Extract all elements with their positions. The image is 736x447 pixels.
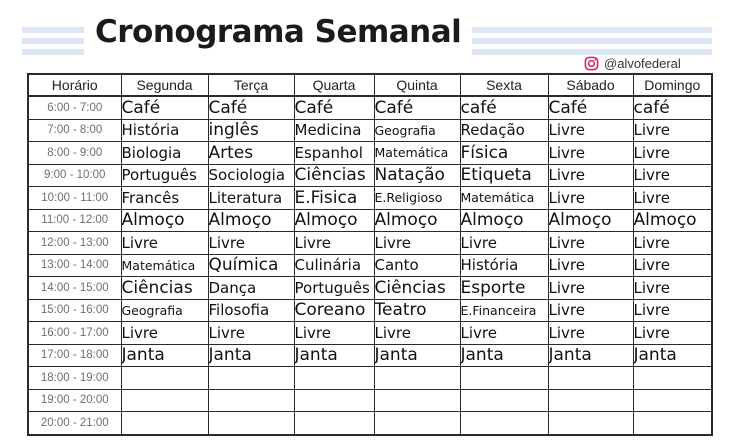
schedule-cell: Janta xyxy=(208,344,294,367)
schedule-cell: Almoço xyxy=(294,209,374,232)
schedule-cell: Ciências xyxy=(294,164,374,187)
header-row xyxy=(28,74,712,96)
schedule-cell xyxy=(294,389,374,412)
table-row xyxy=(28,232,712,255)
column-header-domingo: Domingo xyxy=(633,74,712,96)
table-row xyxy=(28,142,712,165)
schedule-cell: Livre xyxy=(294,232,374,255)
column-header-terca: Terça xyxy=(208,74,294,96)
table-row xyxy=(28,322,712,345)
schedule-cell: Livre xyxy=(460,322,548,345)
schedule-cell: Café xyxy=(294,96,374,119)
schedule-cell: E.Religioso xyxy=(374,187,460,210)
schedule-cell: café xyxy=(460,96,548,119)
schedule-cell: Janta xyxy=(548,344,633,367)
schedule-cell xyxy=(633,389,712,412)
schedule-cell xyxy=(460,367,548,390)
column-header-horario: Horário xyxy=(28,74,121,96)
column-header-sabado: Sábado xyxy=(548,74,633,96)
schedule-cell xyxy=(121,367,208,390)
schedule-cell: E.Fisica xyxy=(294,187,374,210)
schedule-cell: Livre xyxy=(208,322,294,345)
schedule-cell: Café xyxy=(121,96,208,119)
schedule-cell: Livre xyxy=(548,164,633,187)
schedule-cell: Culinária xyxy=(294,254,374,277)
schedule-cell: Café xyxy=(374,96,460,119)
schedule-cell: Almoço xyxy=(633,209,712,232)
schedule-cell xyxy=(460,389,548,412)
schedule-cell: Livre xyxy=(548,119,633,142)
schedule-cell: Almoço xyxy=(548,209,633,232)
time-slot: 19:00 - 20:00 xyxy=(28,389,121,412)
schedule-cell: Biologia xyxy=(121,142,208,165)
schedule-cell: Artes xyxy=(208,142,294,165)
schedule-cell xyxy=(460,412,548,435)
schedule-cell xyxy=(294,367,374,390)
schedule-cell: Coreano xyxy=(294,299,374,322)
handle-text: @alvofederal xyxy=(604,55,681,71)
schedule-cell: Livre xyxy=(633,254,712,277)
schedule-cell: Livre xyxy=(294,322,374,345)
schedule-cell: Livre xyxy=(121,232,208,255)
schedule-cell: Livre xyxy=(633,187,712,210)
schedule-cell: Etiqueta xyxy=(460,164,548,187)
column-header-segunda: Segunda xyxy=(121,74,208,96)
schedule-cell xyxy=(121,389,208,412)
schedule-cell: Matemática xyxy=(460,187,548,210)
schedule-cell: Sociologia xyxy=(208,164,294,187)
schedule-cell: Livre xyxy=(548,299,633,322)
schedule-cell xyxy=(548,412,633,435)
schedule-cell: Livre xyxy=(633,142,712,165)
schedule-cell: Química xyxy=(208,254,294,277)
time-slot: 13:00 - 14:00 xyxy=(28,254,121,277)
table-row xyxy=(28,96,712,119)
schedule-cell: Livre xyxy=(633,232,712,255)
schedule-cell: Livre xyxy=(633,164,712,187)
table-row xyxy=(28,254,712,277)
schedule-cell: Filosofia xyxy=(208,299,294,322)
schedule-cell: Livre xyxy=(548,232,633,255)
table-row xyxy=(28,367,712,390)
time-slot: 20:00 - 21:00 xyxy=(28,412,121,435)
instagram-icon xyxy=(584,56,599,71)
time-slot: 14:00 - 15:00 xyxy=(28,277,121,300)
schedule-cell: Livre xyxy=(633,277,712,300)
schedule-cell: Café xyxy=(208,96,294,119)
schedule-cell: Geografia xyxy=(374,119,460,142)
schedule-cell: Almoço xyxy=(374,209,460,232)
table-row xyxy=(28,119,712,142)
schedule-cell: Francês xyxy=(121,187,208,210)
table-row xyxy=(28,344,712,367)
time-slot: 11:00 - 12:00 xyxy=(28,209,121,232)
schedule-cell: Livre xyxy=(208,232,294,255)
table-row xyxy=(28,389,712,412)
schedule-cell xyxy=(208,389,294,412)
schedule-cell xyxy=(294,412,374,435)
schedule-cell: Almoço xyxy=(208,209,294,232)
schedule-cell: Livre xyxy=(633,119,712,142)
schedule-cell: Natação xyxy=(374,164,460,187)
time-slot: 7:00 - 8:00 xyxy=(28,119,121,142)
time-slot: 18:00 - 19:00 xyxy=(28,367,121,390)
column-header-sexta: Sexta xyxy=(460,74,548,96)
schedule-cell: História xyxy=(460,254,548,277)
schedule-cell: Português xyxy=(121,164,208,187)
table-row xyxy=(28,412,712,435)
table-row xyxy=(28,164,712,187)
schedule-cell: Livre xyxy=(548,322,633,345)
schedule-cell: inglês xyxy=(208,119,294,142)
schedule-table xyxy=(27,73,713,436)
schedule-cell: Janta xyxy=(294,344,374,367)
schedule-cell: Livre xyxy=(374,232,460,255)
schedule-cell: Geografia xyxy=(121,299,208,322)
time-slot: 17:00 - 18:00 xyxy=(28,344,121,367)
schedule-cell: Ciências xyxy=(121,277,208,300)
schedule-cell: Almoço xyxy=(460,209,548,232)
time-slot: 6:00 - 7:00 xyxy=(28,96,121,119)
schedule-cell: Física xyxy=(460,142,548,165)
header-decoration-right xyxy=(472,27,712,55)
schedule-cell: Espanhol xyxy=(294,142,374,165)
schedule-cell xyxy=(374,412,460,435)
schedule-cell xyxy=(633,412,712,435)
schedule-cell: Redação xyxy=(460,119,548,142)
schedule-cell: Livre xyxy=(374,322,460,345)
schedule-cell: Medicina xyxy=(294,119,374,142)
schedule-cell: Livre xyxy=(548,142,633,165)
column-header-quarta: Quarta xyxy=(294,74,374,96)
schedule-cell: História xyxy=(121,119,208,142)
time-slot: 15:00 - 16:00 xyxy=(28,299,121,322)
schedule-cell: Livre xyxy=(548,277,633,300)
table-row xyxy=(28,299,712,322)
header-decoration-left xyxy=(22,27,84,55)
schedule-cell: Dança xyxy=(208,277,294,300)
time-slot: 12:00 - 13:00 xyxy=(28,232,121,255)
schedule-cell: Café xyxy=(548,96,633,119)
schedule-cell xyxy=(208,412,294,435)
table-row xyxy=(28,277,712,300)
schedule-cell: Livre xyxy=(548,187,633,210)
column-header-quinta: Quinta xyxy=(374,74,460,96)
schedule-cell: Livre xyxy=(460,232,548,255)
schedule-cell: Matemática xyxy=(374,142,460,165)
time-slot: 9:00 - 10:00 xyxy=(28,164,121,187)
time-slot: 16:00 - 17:00 xyxy=(28,322,121,345)
schedule-cell: Esporte xyxy=(460,277,548,300)
schedule-cell: Canto xyxy=(374,254,460,277)
schedule-cell: E.Financeira xyxy=(460,299,548,322)
schedule-cell: Matemática xyxy=(121,254,208,277)
schedule-cell: Livre xyxy=(548,254,633,277)
schedule-cell xyxy=(374,367,460,390)
time-slot: 8:00 - 9:00 xyxy=(28,142,121,165)
schedule-cell: Teatro xyxy=(374,299,460,322)
schedule-cell: Janta xyxy=(374,344,460,367)
schedule-cell: Literatura xyxy=(208,187,294,210)
schedule-cell: Janta xyxy=(633,344,712,367)
schedule-cell xyxy=(208,367,294,390)
schedule-cell: Livre xyxy=(633,299,712,322)
schedule-cell: Livre xyxy=(121,322,208,345)
instagram-handle xyxy=(584,54,681,72)
table-row xyxy=(28,209,712,232)
schedule-cell: Livre xyxy=(633,322,712,345)
time-slot: 10:00 - 11:00 xyxy=(28,187,121,210)
schedule-cell: Ciências xyxy=(374,277,460,300)
schedule-cell: café xyxy=(633,96,712,119)
schedule-cell: Janta xyxy=(121,344,208,367)
schedule-cell: Almoço xyxy=(121,209,208,232)
schedule-cell xyxy=(548,367,633,390)
schedule-cell xyxy=(548,389,633,412)
schedule-cell xyxy=(374,389,460,412)
table-row xyxy=(28,187,712,210)
page-title: Cronograma Semanal xyxy=(95,14,462,50)
schedule-cell xyxy=(633,367,712,390)
schedule-cell xyxy=(121,412,208,435)
schedule-cell: Janta xyxy=(460,344,548,367)
schedule-cell: Português xyxy=(294,277,374,300)
